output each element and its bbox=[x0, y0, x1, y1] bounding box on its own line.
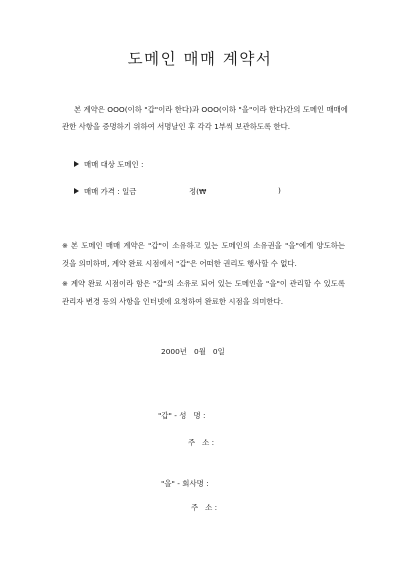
triangle-bullet-icon bbox=[74, 161, 79, 167]
price-label: 매매 가격 : 일금 bbox=[84, 187, 137, 196]
note-2 bbox=[62, 275, 345, 310]
party-a-name-label: "갑" - 성 명 : bbox=[158, 411, 206, 420]
triangle-bullet-icon bbox=[74, 188, 79, 194]
party-b-company-label: "을" - 회사명 : bbox=[161, 479, 209, 488]
price-close-paren: ) bbox=[278, 186, 281, 195]
party-a-address-label: 주 소 : bbox=[188, 438, 215, 447]
domain-label: 매매 대상 도메인 : bbox=[84, 160, 144, 169]
note-1-line-1: 본 도메인 매매 계약은 "갑"이 소유하고 있는 도메인의 소유권을 "을"에게 양도하는 bbox=[70, 241, 345, 250]
party-b-address-label: 주 소 : bbox=[191, 503, 218, 512]
price-currency: 정(₩ bbox=[189, 187, 207, 196]
price-item bbox=[74, 186, 136, 197]
intro-paragraph bbox=[62, 101, 348, 135]
reference-mark-icon: ※ bbox=[62, 280, 68, 288]
reference-mark-icon: ※ bbox=[62, 242, 68, 250]
note-1-line-2: 것을 의미하며, 계약 완료 시점에서 "갑"은 어떠한 권리도 행사할 수 없다. bbox=[62, 259, 297, 268]
note-2-line-1: 계약 완료 시점이라 함은 "갑"의 소유로 되어 있는 도메인을 "을"이 관리할 수 있도록 bbox=[70, 279, 345, 288]
note-1 bbox=[62, 237, 345, 272]
intro-line-1: 본 계약은 OOO(이하 "갑"이라 한다)과 OOO(이하 "을"이라 한다)간의 도메인 매매에 bbox=[74, 105, 348, 114]
domain-item bbox=[74, 159, 144, 170]
document-title: 도메인 매매 계약서 bbox=[127, 50, 273, 68]
contract-date: 2000년 0월 0일 bbox=[161, 347, 225, 356]
note-2-line-2: 관리자 변경 등의 사항을 인터넷에 요청하여 완료한 시점을 의미한다. bbox=[62, 297, 284, 306]
intro-line-2: 관한 사항을 증명하기 위하여 서명날인 후 각각 1부씩 보관하도록 한다. bbox=[62, 122, 291, 131]
